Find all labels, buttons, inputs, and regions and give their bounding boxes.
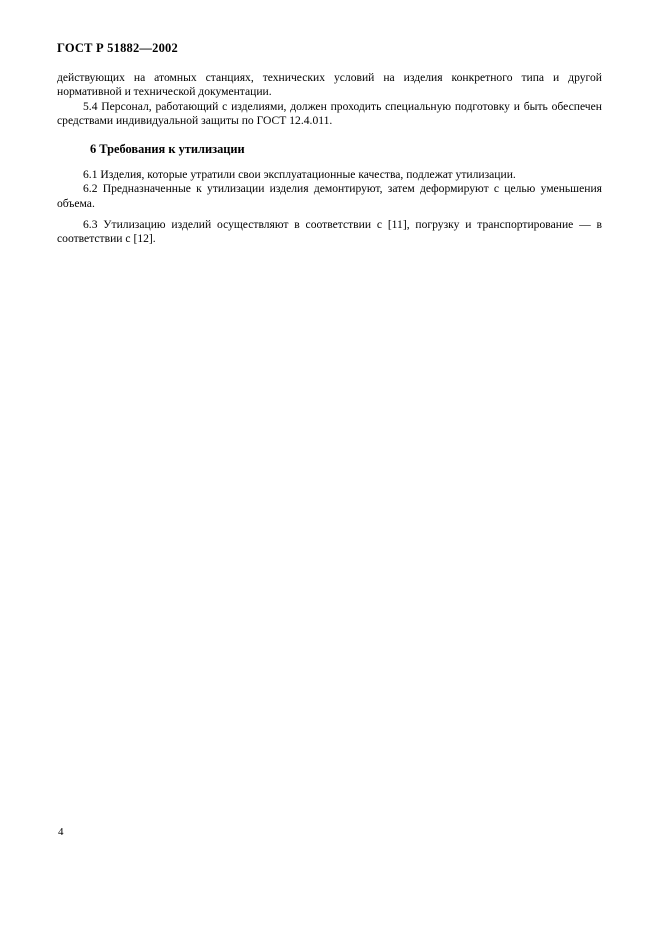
page-number: 4: [58, 826, 64, 838]
clause-6-3: 6.3 Утилизацию изделий осуществляют в соответствии с [11], погрузку и транспортирование — в соответствии с [12].: [57, 218, 602, 246]
section-6-heading: 6 Требования к утилизации: [90, 142, 245, 157]
clause-6-2: 6.2 Предназначенные к утилизации изделия демонтируют, затем деформируют с целью уменьшения объема.: [57, 182, 602, 210]
spacer-before-heading: [57, 128, 602, 142]
page-header-standard-number: ГОСТ Р 51882—2002: [57, 41, 178, 55]
page-content: [57, 71, 602, 247]
spacer-between-clauses: [57, 211, 602, 218]
clause-6-1: 6.1 Изделия, которые утратили свои эксплуатационные качества, подлежат утилизации.: [83, 168, 516, 182]
spacer-after-heading: [57, 156, 602, 168]
clause-5-4: 5.4 Персонал, работающий с изделиями, должен проходить специальную подготовку и быть обеспечен средствами индивидуальной защиты по ГОСТ 12.4.011.: [57, 99, 602, 127]
continued-paragraph: действующих на атомных станциях, технических условий на изделия конкретного типа и другой нормативной и технической документации.: [57, 71, 602, 99]
